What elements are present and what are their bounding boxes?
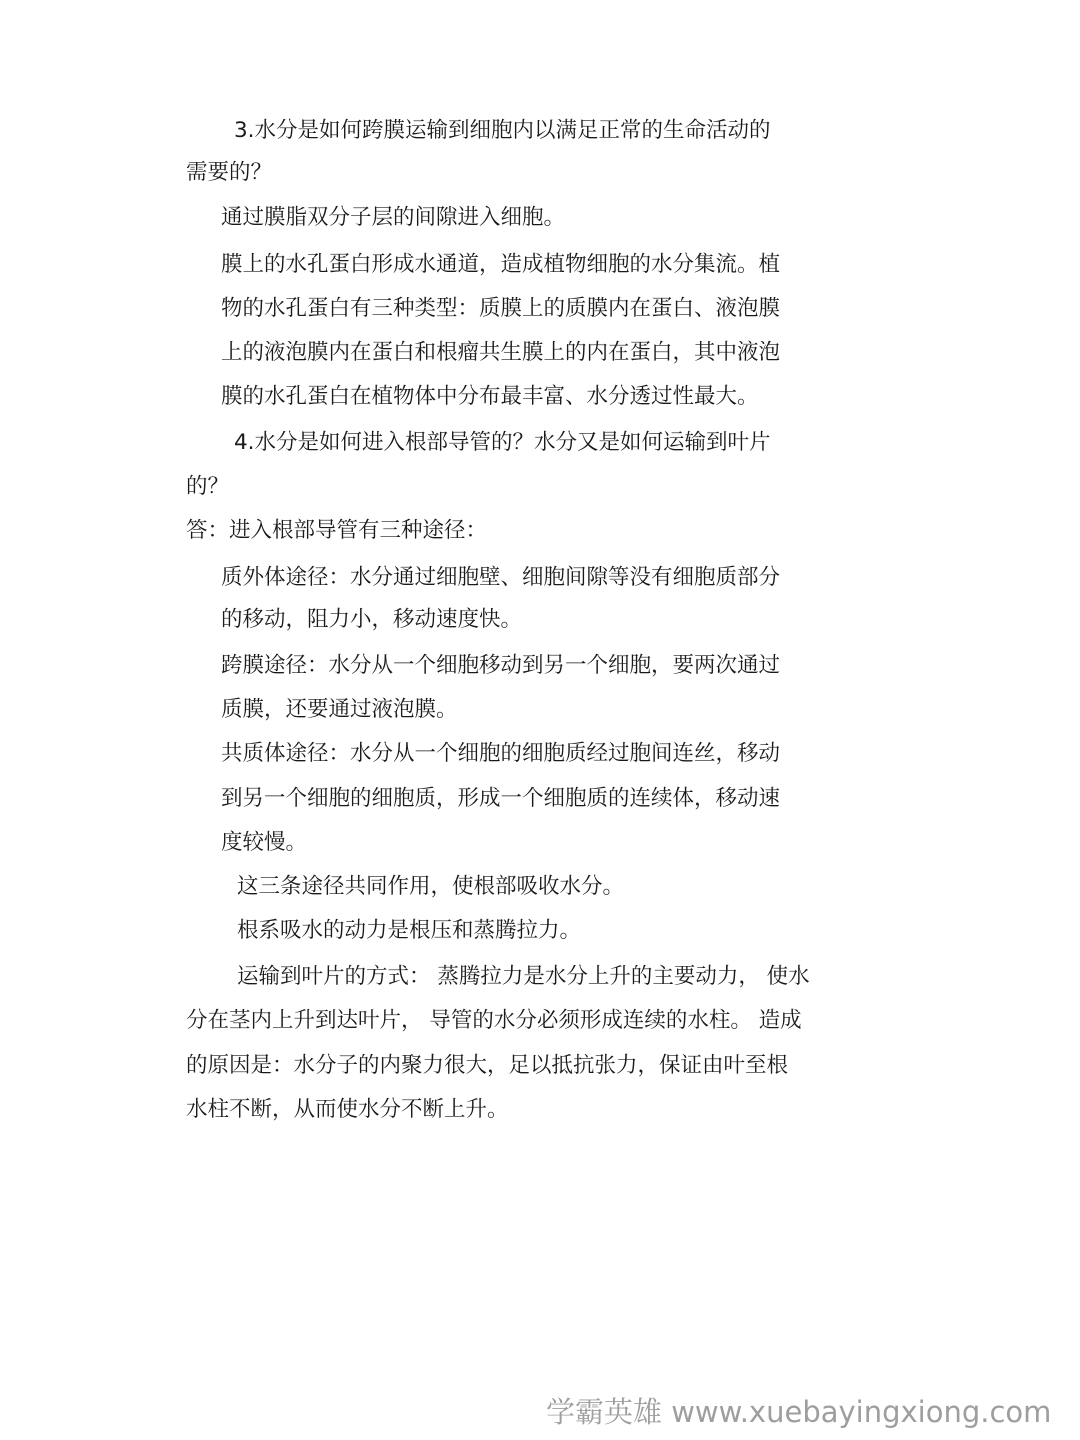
question-4-line-2: 的？ (186, 474, 230, 499)
summary-line-2: 根系吸水的动力是根压和蒸腾拉力。 (237, 918, 582, 943)
site-watermark: 学霸英雄 www.xuebayingxiong.com (546, 1395, 1052, 1429)
answer-4-intro: 答：进入根部导管有三种途径： (186, 518, 488, 543)
transport-line-2: 分在茎内上升到达叶片， 导管的水分必须形成连续的水柱。 造成 (186, 1008, 802, 1033)
apoplast-path-line-1: 质外体途径：水分通过细胞壁、细胞间隙等没有细胞质部分 (221, 565, 781, 590)
symplast-path-line-1: 共质体途径：水分从一个细胞的细胞质经过胞间连丝，移动 (221, 741, 781, 766)
transport-line-1: 运输到叶片的方式： 蒸腾拉力是水分上升的主要动力， 使水 (237, 964, 810, 989)
transport-line-3: 的原因是：水分子的内聚力很大，足以抵抗张力，保证由叶至根 (186, 1053, 789, 1078)
symplast-path-line-2: 到另一个细胞的细胞质，形成一个细胞质的连续体，移动速 (221, 786, 781, 811)
question-3-line-2: 需要的？ (186, 160, 273, 185)
question-4-line-1: 4.水分是如何进入根部导管的？水分又是如何运输到叶片 (234, 430, 771, 455)
answer-3-paragraph-1: 通过膜脂双分子层的间隙进入细胞。 (221, 205, 566, 230)
apoplast-path-line-2: 的移动，阻力小，移动速度快。 (221, 607, 523, 632)
transport-line-4: 水柱不断，从而使水分不断上升。 (186, 1097, 509, 1122)
transmembrane-path-line-2: 质膜，还要通过液泡膜。 (221, 697, 458, 722)
answer-3-paragraph-2-line-3: 上的液泡膜内在蛋白和根瘤共生膜上的内在蛋白，其中液泡 (221, 340, 781, 365)
answer-3-paragraph-2-line-4: 膜的水孔蛋白在植物体中分布最丰富、水分透过性最大。 (221, 384, 759, 409)
answer-3-paragraph-2-line-2: 物的水孔蛋白有三种类型：质膜上的质膜内在蛋白、液泡膜 (221, 296, 781, 321)
transmembrane-path-line-1: 跨膜途径：水分从一个细胞移动到另一个细胞，要两次通过 (221, 653, 781, 678)
symplast-path-line-3: 度较慢。 (221, 830, 308, 855)
answer-3-paragraph-2-line-1: 膜上的水孔蛋白形成水通道，造成植物细胞的水分集流。植 (221, 252, 781, 277)
summary-line-1: 这三条途径共同作用，使根部吸收水分。 (237, 874, 625, 899)
question-3-line-1: 3.水分是如何跨膜运输到细胞内以满足正常的生命活动的 (234, 118, 771, 143)
